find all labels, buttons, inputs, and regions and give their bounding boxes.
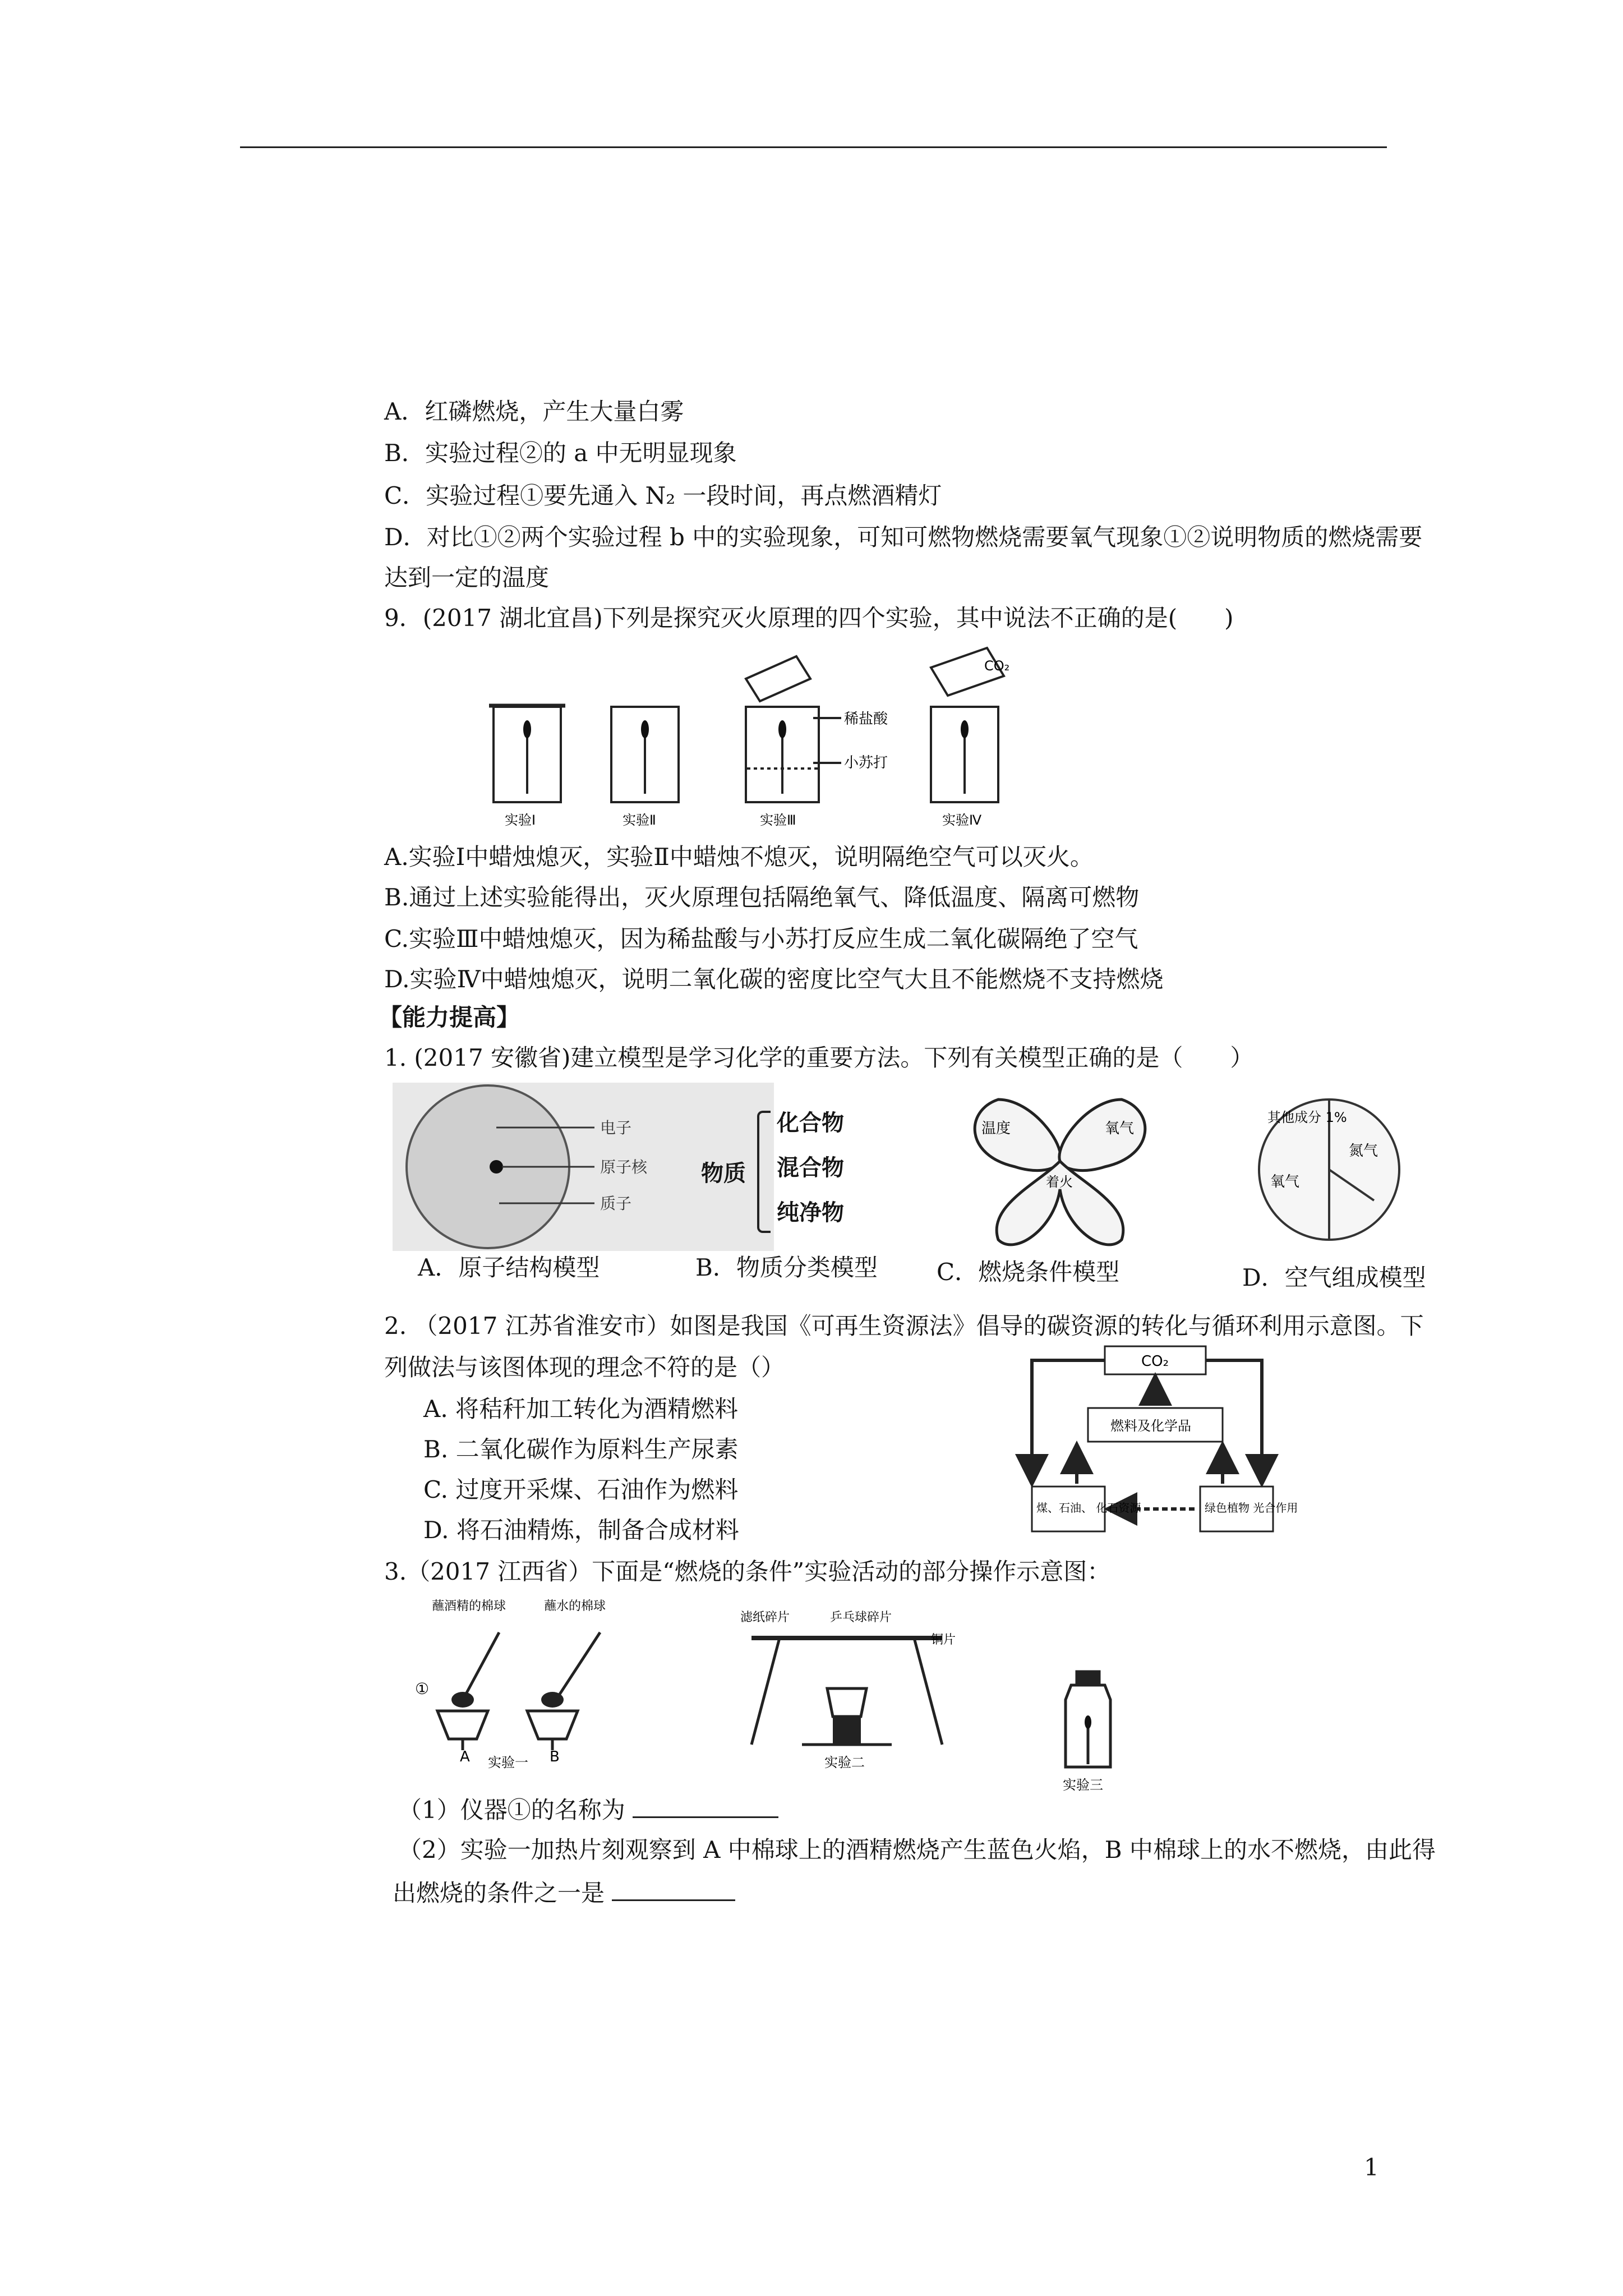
air-composition-figure <box>1245 1088 1424 1257</box>
fire-label-temp: 温度 <box>981 1120 1011 1137</box>
exp2-figure <box>729 1604 965 1773</box>
a3-q1 <box>398 1794 778 1826</box>
a2-option-c: C. 过度开采煤、石油作为燃料 <box>423 1476 739 1503</box>
exp3-figure <box>1054 1666 1133 1795</box>
exp1-label-alcohol: 蘸酒精的棉球 <box>432 1599 506 1613</box>
a3-q1-blank[interactable] <box>633 1794 778 1818</box>
atom-label-proton: 质子 <box>600 1194 632 1213</box>
atom-label-electron: 电子 <box>600 1119 632 1137</box>
label-exp4: 实验Ⅳ <box>942 812 982 828</box>
exp1-label-a: A <box>460 1749 470 1765</box>
combustion-model-figure <box>953 1088 1166 1257</box>
exp1-label-b: B <box>550 1749 560 1765</box>
label-exp2: 实验Ⅱ <box>623 812 656 828</box>
matter-type-compound: 化合物 <box>777 1110 844 1136</box>
q8-option-c: C．实验过程①要先通入 N₂ 一段时间，再点燃酒精灯 <box>384 482 942 509</box>
plant-box-label: 绿色植物 光合作用 <box>1205 1501 1298 1515</box>
a3-stem: 3.（2017 江西省）下面是“燃烧的条件”实验活动的部分操作示意图： <box>384 1558 1111 1585</box>
air-label-nitrogen: 氮气 <box>1349 1143 1378 1159</box>
q8-option-d: D．对比①②两个实验过程 b 中的实验现象，可知可燃物燃烧需要氧气现象①②说明物质的燃烧需要 <box>384 523 1423 551</box>
fossil-box-label: 煤、石油、 化石资源 <box>1036 1501 1141 1515</box>
a1-stem: 1. (2017 安徽省)建立模型是学习化学的重要方法。下列有关模型正确的是（ ） <box>384 1044 1254 1071</box>
air-label-other: 其他成分 1% <box>1267 1110 1347 1125</box>
page-number: 1 <box>1364 2154 1379 2181</box>
co2-label: CO₂ <box>984 658 1010 674</box>
fire-label-ignite: 着火 <box>1046 1174 1073 1190</box>
exp1-caption: 实验一 <box>488 1755 528 1770</box>
a3-q2-line2 <box>393 1877 735 1909</box>
q9-figure <box>482 645 1127 836</box>
matter-brace <box>757 1111 771 1233</box>
exp2-caption: 实验二 <box>824 1755 865 1770</box>
air-label-oxygen: 氧气 <box>1270 1174 1300 1190</box>
q9-option-b: B.通过上述实验能得出，灭火原理包括隔绝氧气、降低温度、隔离可燃物 <box>384 884 1140 911</box>
atom-label-nucleus: 原子核 <box>600 1158 648 1176</box>
q8-option-b: B．实验过程②的 a 中无明显现象 <box>384 439 737 467</box>
a2-stem-line1: 2. （2017 江苏省淮安市）如图是我国《可再生资源法》倡导的碳资源的转化与循环利用示意图。下 <box>384 1312 1424 1340</box>
matter-type-pure: 纯净物 <box>777 1199 844 1226</box>
matter-classification-figure <box>701 1099 886 1240</box>
a2-stem-line2: 列做法与该图体现的理念不符的是（） <box>384 1354 785 1381</box>
a2-option-b: B. 二氧化碳作为原料生产尿素 <box>423 1435 739 1463</box>
a3-q2-line1: （2）实验一加热片刻观察到 A 中棉球上的酒精燃烧产生蓝色火焰，B 中棉球上的水不燃烧，由此得 <box>398 1836 1436 1864</box>
matter-type-mixture: 混合物 <box>777 1154 844 1181</box>
a2-option-d: D. 将石油精炼，制备合成材料 <box>423 1516 739 1544</box>
a3-q2-text: 出燃烧的条件之一是 <box>393 1879 605 1907</box>
fire-label-oxygen: 氧气 <box>1105 1120 1135 1137</box>
a3-q2-blank[interactable] <box>612 1877 735 1901</box>
acid-label: 稀盐酸 <box>844 711 888 728</box>
header-rule <box>240 146 1387 148</box>
exp3-caption: 实验三 <box>1063 1777 1103 1793</box>
exp1-marker: ① <box>415 1680 430 1698</box>
q9-stem: 9．(2017 湖北宜昌)下列是探究灭火原理的四个实验，其中说法不正确的是( ) <box>384 604 1234 632</box>
co2-box-label: CO₂ <box>1141 1353 1169 1370</box>
a1-caption-d: D．空气组成模型 <box>1242 1264 1426 1291</box>
exp1-label-water: 蘸水的棉球 <box>544 1599 606 1613</box>
a3-q1-text: （1）仪器①的名称为 <box>398 1796 625 1824</box>
carbon-cycle-figure <box>1021 1341 1298 1543</box>
a1-caption-c: C．燃烧条件模型 <box>937 1258 1120 1286</box>
exp2-label-pingpong: 乒乓球碎片 <box>830 1611 892 1625</box>
q9-option-c: C.实验Ⅲ中蜡烛熄灭，因为稀盐酸与小苏打反应生成二氧化碳隔绝了空气 <box>384 925 1138 953</box>
acid-bottle <box>746 656 810 701</box>
label-exp1: 实验Ⅰ <box>505 812 536 828</box>
exp2-label-copper: 铜片 <box>931 1633 956 1647</box>
q9-option-a: A.实验Ⅰ中蜡烛熄灭，实验Ⅱ中蜡烛不熄灭，说明隔绝空气可以灭火。 <box>384 843 1094 871</box>
section-title: 【能力提高】 <box>379 1004 520 1031</box>
exp1-figure <box>415 1599 617 1773</box>
soda-label: 小苏打 <box>844 754 888 771</box>
q8-option-d-cont: 达到一定的温度 <box>384 564 550 591</box>
label-exp3: 实验Ⅲ <box>760 812 796 828</box>
fuel-box-label: 燃料及化学品 <box>1110 1418 1191 1434</box>
q8-option-a: A．红磷燃烧，产生大量白雾 <box>384 398 684 425</box>
exp2-label-filter: 滤纸碎片 <box>740 1611 790 1625</box>
q9-option-d: D.实验Ⅳ中蜡烛熄灭，说明二氧化碳的密度比空气大且不能燃烧不支持燃烧 <box>384 965 1164 993</box>
matter-label: 物质 <box>701 1160 746 1186</box>
a1-caption-b: B．物质分类模型 <box>695 1254 878 1281</box>
a2-option-a: A. 将秸秆加工转化为酒精燃料 <box>423 1395 739 1423</box>
a1-caption-a: A．原子结构模型 <box>418 1254 600 1281</box>
